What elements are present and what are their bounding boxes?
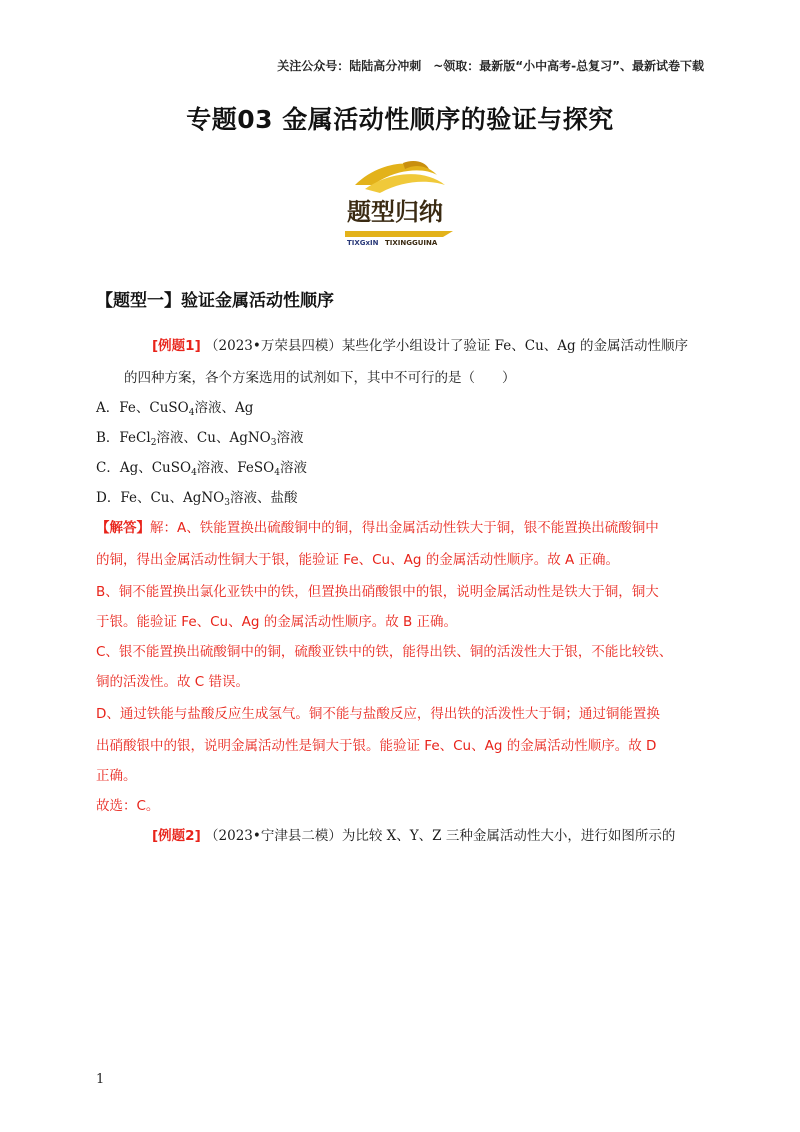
phoenix-logo-icon [325,155,465,247]
header-promo-note: 关注公众号：陆陆高分冲刺 ~领取：最新版“小中高考-总复习”、最新试卷下载 [277,59,704,73]
logo-main-text: 题型归纳 [347,198,443,226]
section-heading: 【题型一】验证金属活动性顺序 [96,291,334,311]
logo-sub-right-text: TIXINGGUINA [385,239,438,247]
option-b: B．FeCl$_2$溶液、Cu、AgNO$_3$溶液 [96,430,304,448]
example2-text: （2023•宁津县二模）为比较 X、Y、Z 三种金属活动性大小，进行如图所示的 [205,828,676,844]
tixing-guina-logo [325,155,465,247]
example1-stem-cont: 的四种方案，各个方案选用的试剂如下，其中不可行的是（ ） [124,370,516,386]
example1-label: [例题1] [152,338,201,354]
answer-line-6: 铜的活泼性。故 C 错误。 [96,674,250,690]
example1-source: （2023•万荣县四模）某些化学小组设计了验证 Fe、Cu、Ag 的金属活动性顺序 [205,338,688,354]
option-c: C．Ag、CuSO$_4$溶液、FeSO$_4$溶液 [96,460,307,478]
logo-sub-left-text: TIXGxIN [347,239,379,247]
example2-label: [例题2] [152,828,201,844]
answer-line-10: 故选：C。 [96,798,160,814]
answer-line-4: 于银。能验证 Fe、Cu、Ag 的金属活动性顺序。故 B 正确。 [96,614,458,630]
example1-stem [152,336,772,356]
page-title: 专题03 金属活动性顺序的验证与探究 [186,105,614,134]
page-number: 1 [96,1072,105,1087]
answer-line-7: D、通过铁能与盐酸反应生成氢气。铜不能与盐酸反应，得出铁的活泼性大于铜；通过铜能置换 [96,706,660,722]
option-a: A．Fe、CuSO$_4$溶液、Ag [96,400,254,418]
answer-line-5: C、银不能置换出硫酸铜中的铜，硫酸亚铁中的铁，能得出铁、铜的活泼性大于银，不能比较铁、 [96,644,673,660]
example2-stem [152,826,772,846]
answer-line-3: B、铜不能置换出氯化亚铁中的铁，但置换出硝酸银中的银，说明金属活动性是铁大于铜，铜大 [96,584,659,600]
answer-line-8: 出硝酸银中的银，说明金属活动性是铜大于银。能验证 Fe、Cu、Ag 的金属活动性顺序。故 D [96,738,657,754]
answer-line-1: 【解答】解：A、铁能置换出硫酸铜中的铜，得出金属活动性铁大于铜，银不能置换出硫酸铜中 [96,520,659,536]
answer-line-9: 正确。 [96,768,137,784]
option-d: D．Fe、Cu、AgNO$_3$溶液、盐酸 [96,490,298,508]
answer-line-2: 的铜，得出金属活动性铜大于银，能验证 Fe、Cu、Ag 的金属活动性顺序。故 A 正确。 [96,552,620,568]
answer-label: 【解答】 [96,520,150,536]
